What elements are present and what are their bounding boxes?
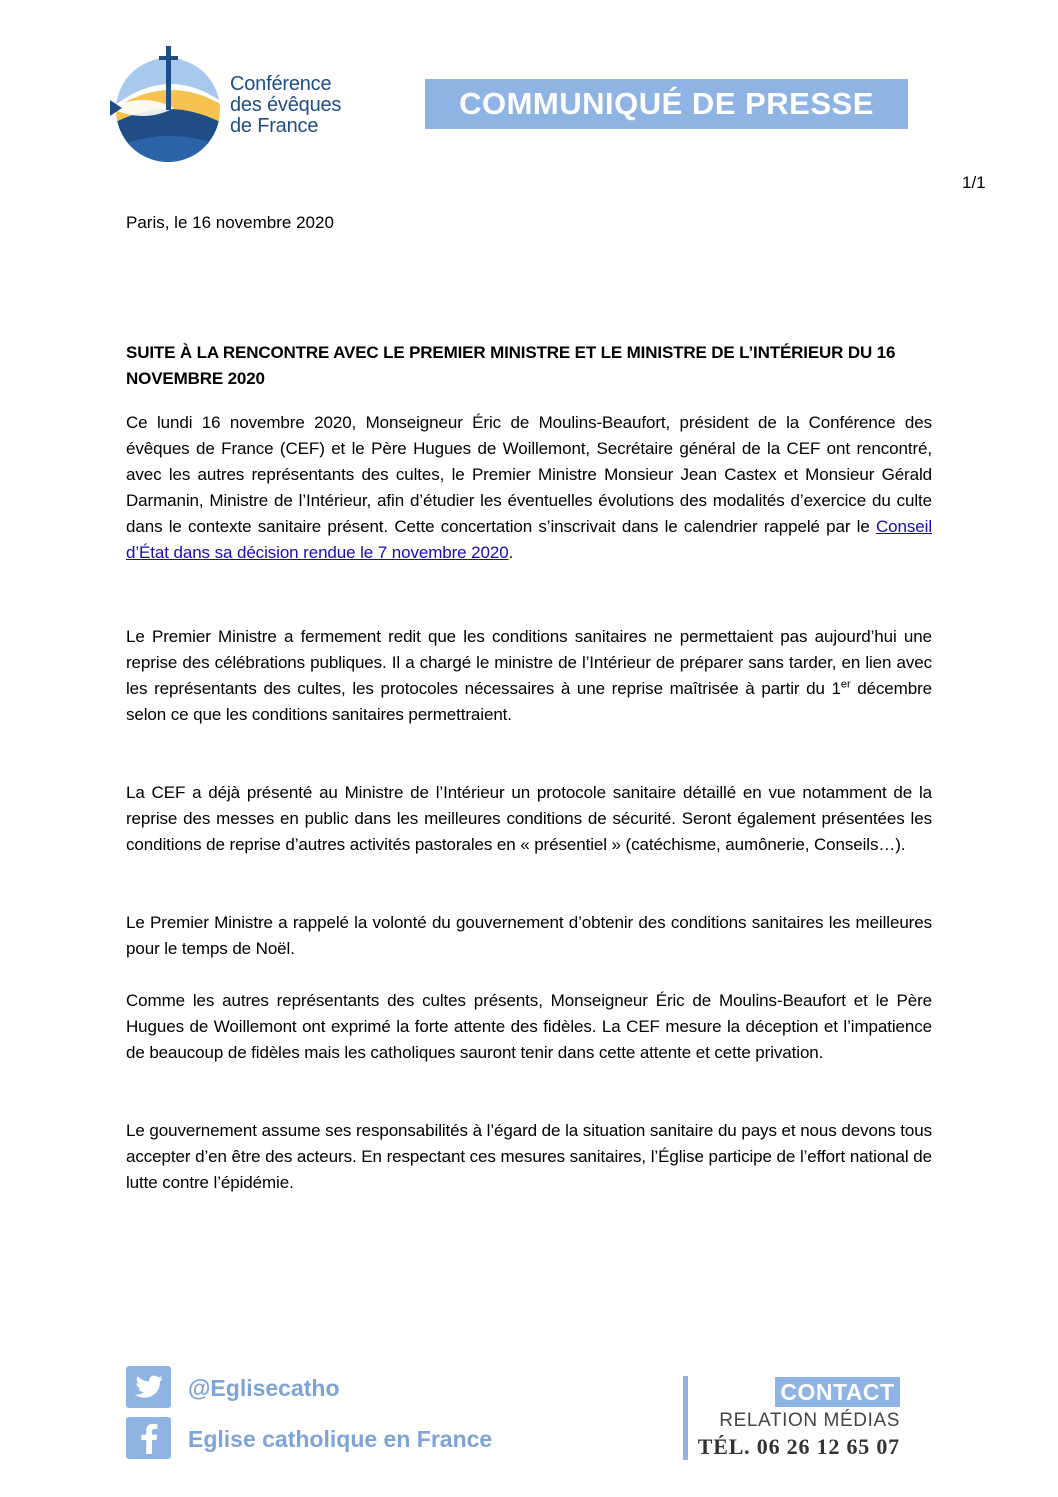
paragraph-4: Le Premier Ministre a rappelé la volonté du gouvernement d’obtenir des conditions sanitaires les meilleures pour le temps de Noël.	[126, 913, 932, 958]
page-number: 1/1	[962, 173, 986, 192]
paragraph-1-text: Ce lundi 16 novembre 2020, Monseigneur Éric de Moulins-Beaufort, président de la Conférence des évêques de France (CEF) et le Père Hugues de Woillemont, Secrétaire général de la CEF ont rencontré, avec les autres représentants des cultes, le Premier Ministre Monsieur Jean Castex et Monsieur Gérald Darmanin, Ministre de l’Intérieur, afin d’étudier les éventuelles évolutions des modalités d’exercice du culte dans le contexte sanitaire présent. Cette concertation s’inscrivait dans le calendrier rappelé par le	[126, 413, 932, 536]
twitter-handle[interactable]: @Eglisecatho	[188, 1375, 340, 1401]
contact-relation-medias: RELATION MÉDIAS	[719, 1410, 900, 1431]
logo-line-3: de France	[230, 115, 319, 137]
twitter-icon[interactable]	[126, 1366, 171, 1408]
facebook-icon[interactable]	[126, 1417, 171, 1459]
paragraph-3: La CEF a déjà présenté au Ministre de l’Intérieur un protocole sanitaire détaillé en vue notamment de la reprise des messes en public dans les meilleures conditions de sécurité. Seront également présentées les conditions de reprise d’autres activités pastorales en « présentiel » (catéchisme, aumônerie, Conseils…).	[126, 783, 932, 854]
press-release-banner: COMMUNIQUÉ DE PRESSE	[425, 79, 908, 129]
paragraph-1	[126, 410, 932, 566]
contact-phone: TÉL. 06 26 12 65 07	[697, 1434, 900, 1459]
paragraph-2	[126, 624, 932, 728]
contact-divider	[683, 1376, 688, 1460]
cef-logo-icon	[104, 44, 224, 171]
logo-line-2: des évêques	[230, 94, 342, 116]
paragraph-2-text-a: Le Premier Ministre a fermement redit que les conditions sanitaires ne permettaient pas aujourd’hui une reprise des célébrations publiques. Il a chargé le ministre de l’Intérieur de préparer sans tarder, en lien avec les représentants des cultes, les protocoles nécessaires à une reprise maîtrisée à partir du 1	[126, 627, 932, 698]
facebook-page-name[interactable]: Eglise catholique en France	[188, 1426, 493, 1452]
logo-line-1: Conférence	[230, 73, 332, 95]
paragraph-6: Le gouvernement assume ses responsabilités à l’égard de la situation sanitaire du pays et nous devons tous accepter d’en être des acteurs. En respectant ces mesures sanitaires, l’Église participe de l’effort national de lutte contre l’épidémie.	[126, 1121, 932, 1192]
paragraph-5: Comme les autres représentants des cultes présents, Monseigneur Éric de Moulins-Beaufort et le Père Hugues de Woillemont ont exprimé la forte attente des fidèles. La CEF mesure la déception et l’impatience de beaucoup de fidèles mais les catholiques sauront tenir dans cette attente et cette privation.	[126, 991, 932, 1062]
superscript-er: er	[840, 678, 851, 691]
conseil-etat-link[interactable]: Conseil d’État dans sa décision rendue le 7 novembre 2020	[126, 517, 932, 562]
contact-label: CONTACT	[775, 1377, 900, 1407]
document-title: SUITE À LA RENCONTRE AVEC LE PREMIER MINISTRE ET LE MINISTRE DE L’INTÉRIEUR DU 16 NOVEMBRE 2020	[126, 343, 896, 388]
place-and-date: Paris, le 16 novembre 2020	[126, 213, 334, 232]
paragraph-1-end: .	[508, 543, 514, 562]
paragraph-2-text-b: décembre selon ce que les conditions sanitaires permettraient.	[126, 679, 932, 724]
logo-wordmark	[230, 74, 341, 137]
